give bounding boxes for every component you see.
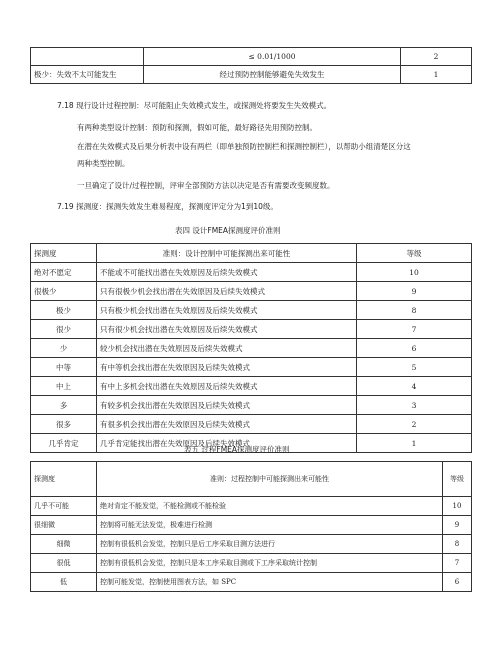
criterion: 绝对肯定不能发觉，不能检测或不能检验 (97, 497, 443, 516)
paragraph-line: 两种类型控制。 (77, 159, 130, 168)
criterion: 只有极少机会找出潜在失效原因及后续失效模式 (97, 301, 357, 320)
top-table (30, 47, 472, 84)
grade: 8 (443, 535, 472, 554)
table-row (31, 48, 472, 66)
criterion: 不能或不可能找出潜在失效原因及后续失效模式 (97, 263, 357, 282)
table4-caption: 表四 设计FMEA探测度评价准则 (175, 226, 281, 235)
grade: 4 (357, 377, 472, 396)
criterion: 有中上多机会找出潜在失效原因及后续失效模式 (97, 377, 357, 396)
criterion: 有很多机会找出潜在失效原因及后续失效模式 (97, 415, 357, 434)
grade: 3 (357, 396, 472, 415)
table-row (31, 358, 472, 377)
grade: 9 (357, 282, 472, 301)
table-row (31, 554, 472, 573)
table-row (31, 320, 472, 339)
detection-level: 少 (31, 339, 97, 358)
column-header: 等级 (357, 244, 472, 263)
detection-level: 很多 (31, 415, 97, 434)
detection-level: 绝对不愿定 (31, 263, 97, 282)
grade: 8 (357, 301, 472, 320)
table-row (31, 573, 472, 592)
table-row (31, 301, 472, 320)
grade: 6 (357, 339, 472, 358)
grade: 6 (443, 573, 472, 592)
grade: 7 (443, 554, 472, 573)
table-row (31, 396, 472, 415)
detection-level: 很少 (31, 320, 97, 339)
grade: 7 (357, 320, 472, 339)
detection-level: 极少 (31, 301, 97, 320)
column-header: 探测度 (31, 462, 97, 497)
paragraph-line: 在潜在失效模式及后果分析表中设有两栏（即单独预防控制栏和探测控制栏），以帮助小组清楚区分这 (77, 142, 411, 151)
table-header-row (31, 244, 472, 263)
criterion: 控制有很低机会发觉，控制只是后工序采取目测方法进行 (97, 535, 443, 554)
table-cell: 1 (401, 66, 472, 84)
table-row (31, 66, 472, 84)
table-row (31, 497, 472, 516)
table-cell (31, 48, 144, 66)
table-cell: ≤ 0.01/1000 (144, 48, 401, 66)
criterion: 控制将可能无法发觉，极难进行检测 (97, 516, 443, 535)
grade: 10 (357, 263, 472, 282)
table-row (31, 516, 472, 535)
table5-caption: 表五 过程FMEA探测度评价准则 (184, 445, 290, 454)
criterion: 只有很少机会找出潜在失效原因及后续失效模式 (97, 320, 357, 339)
table-row (31, 339, 472, 358)
detection-level: 很细微 (31, 516, 97, 535)
table-row (31, 263, 472, 282)
criterion: 只有很极少机会找出潜在失效原因及后续失效模式 (97, 282, 357, 301)
table-row (31, 535, 472, 554)
paragraph-line: 有两种类型设计控制：预防和探测，假如可能，最好路径先用预防控制。 (77, 123, 317, 132)
design-fmea-detection-table (30, 243, 472, 453)
table-row (31, 282, 472, 301)
paragraph-line: 一旦确定了设计/过程控制，评审全部预防方法以决定是否有需要改变频度数。 (77, 181, 335, 190)
criterion: 几乎肯定能找出潜在失效原因及后续失效模式 (97, 434, 357, 453)
column-header: 等级 (443, 462, 472, 497)
column-header: 探测度 (31, 244, 97, 263)
criterion: 有较多机会找出潜在失效原因及后续失效模式 (97, 396, 357, 415)
table-header-row (31, 462, 472, 497)
criterion: 有中等机会找出潜在失效原因及后续失效模式 (97, 358, 357, 377)
section-719-heading: 7.19 探测度：探测失效发生难易程度，探测度评定分为1到10级。 (57, 202, 278, 211)
section-718-heading: 7.18 现行设计过程控制：尽可能阻止失效模式发生，或探测处将要发生失效模式。 (57, 101, 332, 110)
criterion: 控制有很低机会发觉，控制只是本工序采取目测或下工序采取统计控制 (97, 554, 443, 573)
criterion: 控制可能发觉，控制使用图表方法，如 SPC (97, 573, 443, 592)
grade: 5 (357, 358, 472, 377)
detection-level: 几乎肯定 (31, 434, 97, 453)
table-row (31, 415, 472, 434)
table-cell: 极少：失效不太可能发生 (31, 66, 144, 84)
detection-level: 很极少 (31, 282, 97, 301)
table-cell: 2 (401, 48, 472, 66)
criterion: 较少机会找出潜在失效原因及后续失效模式 (97, 339, 357, 358)
detection-level: 细微 (31, 535, 97, 554)
detection-level: 多 (31, 396, 97, 415)
detection-level: 中等 (31, 358, 97, 377)
table-row (31, 377, 472, 396)
grade: 2 (357, 415, 472, 434)
grade: 9 (443, 516, 472, 535)
column-header: 准则：过程控制中可能探测出来可能性 (97, 462, 443, 497)
column-header: 准则：设计控制中可能探测出来可能性 (97, 244, 357, 263)
grade: 1 (357, 434, 472, 453)
detection-level: 中上 (31, 377, 97, 396)
process-fmea-detection-table (30, 461, 472, 592)
table-cell: 经过预防控制能够避免失效发生 (144, 66, 401, 84)
detection-level: 几乎不可能 (31, 497, 97, 516)
detection-level: 很低 (31, 554, 97, 573)
grade: 10 (443, 497, 472, 516)
detection-level: 低 (31, 573, 97, 592)
